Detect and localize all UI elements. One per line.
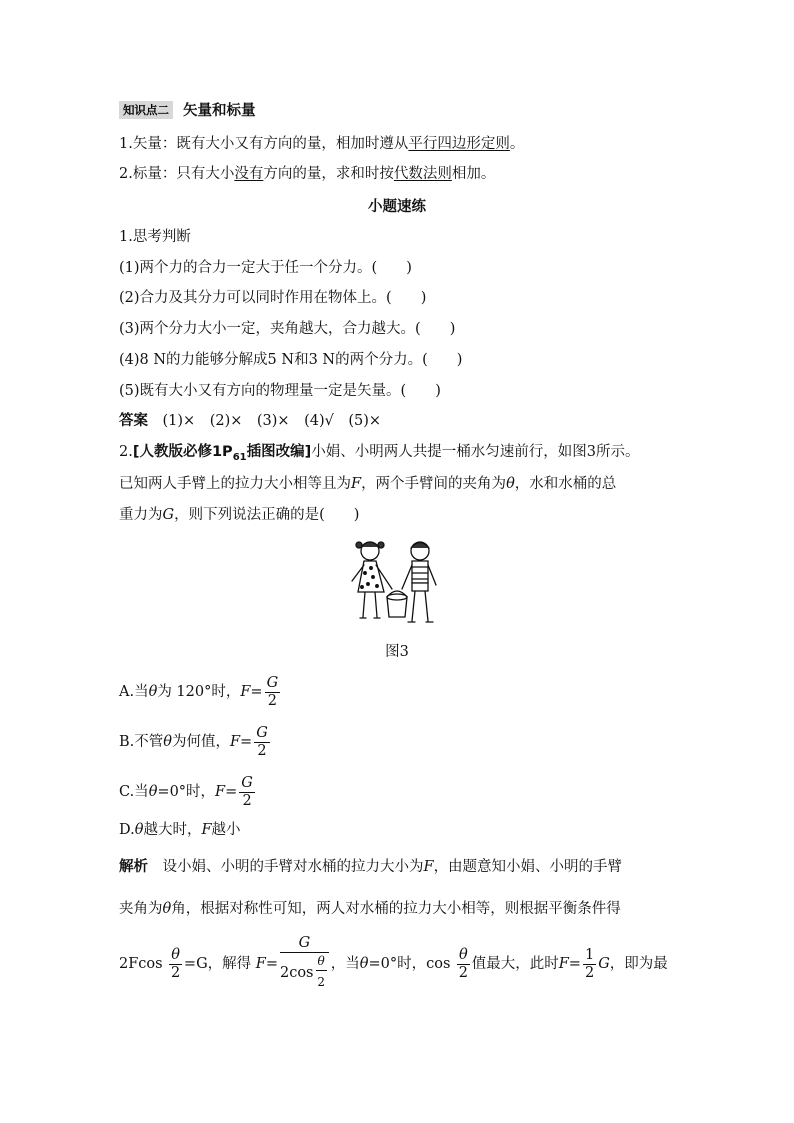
q1-heading: 1.思考判断	[119, 229, 191, 245]
analysis-line3: 2Fcos $\frac{\theta}{2}$ =G，解得 F= G 2cos $\frac{\theta}{2}$ ，当θ=0°时，cos $\frac{\theta}{2}$ 值最大，此时F= $\frac{1}{2}$ G，即为最	[119, 935, 668, 989]
analysis-line2: 夹角为θ角，根据对称性可知，两人对水桶的拉力大小相等，则根据平衡条件得	[119, 901, 621, 917]
q1-answer	[119, 411, 381, 431]
q2-source: [人教版必修$1P_{61}$插图改编]	[132, 444, 312, 463]
q2-line2: 已知两人手臂上的拉力大小相等且为F，两个手臂间的夹角为θ，水和水桶的总	[119, 476, 617, 492]
practice-title: 小题速练	[368, 199, 426, 215]
vector-def-end: 。	[509, 136, 525, 152]
answer-label: 答案	[119, 413, 148, 429]
analysis-label: 解析	[119, 859, 148, 875]
section-title: 矢量和标量	[183, 103, 256, 119]
option-d: D.θ越大时，F越小	[119, 822, 241, 838]
parallelogram-rule: 平行四边形定则	[408, 136, 510, 152]
q1-item: (3)两个分力大小一定，夹角越大，合力越大。( )	[119, 321, 456, 337]
vector-definition	[119, 134, 524, 154]
no-direction: 没有	[234, 166, 264, 182]
q1-item: (5)既有大小又有方向的物理量一定是矢量。( )	[119, 383, 441, 399]
q1-item: (4)8 N的力能够分解成5 N和3 N的两个分力。( )	[119, 352, 463, 368]
option-c: C.当θ=0°时，F= $\frac{G}{2}$	[119, 774, 253, 809]
option-a: A.当θ为 120°时，F= $\frac{G}{2}$	[119, 674, 279, 709]
analysis-line1: 解析 设小娟、小明的手臂对水桶的拉力大小为F，由题意知小娟、小明的手臂	[119, 859, 623, 875]
q2-number: 2.	[119, 444, 133, 460]
algebraic-rule: 代数法则	[393, 166, 452, 182]
figure-caption: 图3	[385, 644, 409, 660]
q2-line1	[119, 442, 639, 468]
section-header	[119, 101, 256, 121]
scalar-definition	[119, 164, 495, 184]
q2-stem: 小娟、小明两人共提一桶水匀速前行，如图3所示。	[311, 444, 640, 460]
q2-line3: 重力为G，则下列说法正确的是( )	[119, 507, 360, 523]
answer-text: (1)× (2)× (3)× (4)√ (5)×	[162, 413, 382, 429]
section-badge: 知识点二	[119, 101, 173, 119]
scalar-def-text: 2.标量：只有大小	[119, 166, 235, 182]
scalar-def-end: 相加。	[451, 166, 496, 182]
q1-item: (2)合力及其分力可以同时作用在物体上。( )	[119, 290, 427, 306]
q1-item: (1)两个力的合力一定大于任一个分力。( )	[119, 260, 412, 276]
vector-def-text: 1.矢量：既有大小又有方向的量，相加时遵从	[119, 136, 409, 152]
option-b: B.不管θ为何值，F= $\frac{G}{2}$	[119, 724, 268, 759]
kids-carrying-bucket-image	[340, 537, 450, 632]
scalar-def-mid: 方向的量，求和时按	[263, 166, 394, 182]
